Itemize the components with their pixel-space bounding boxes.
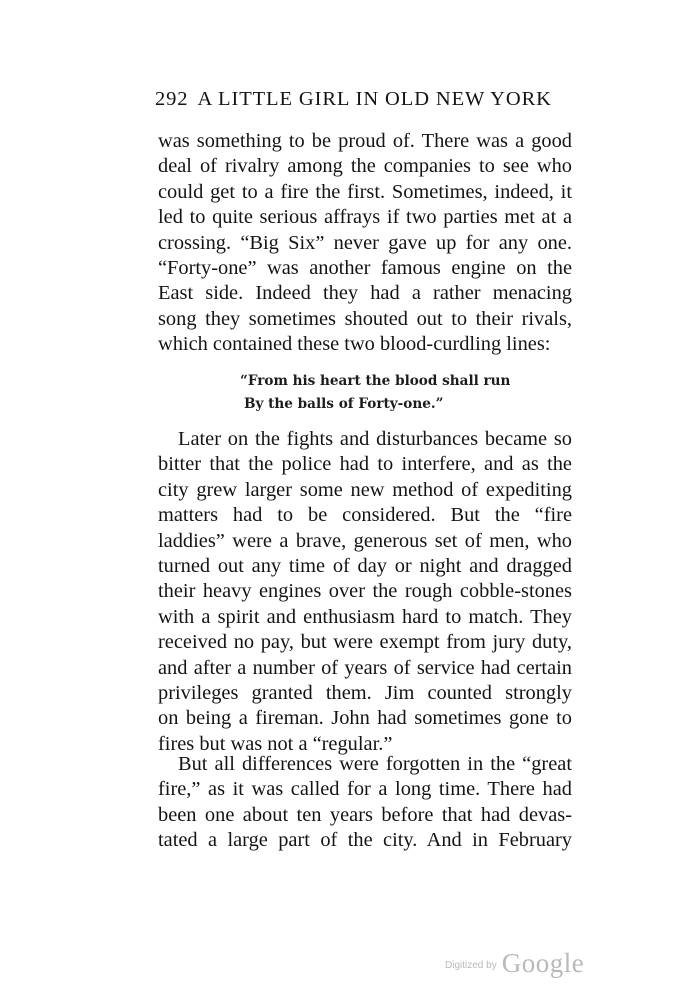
paragraph-3 <box>158 752 572 854</box>
text-line: song they sometimes shouted out to their rivals, <box>158 307 572 330</box>
running-head <box>155 88 575 111</box>
text-line: tated a large part of the city. And in February <box>158 829 572 852</box>
text-line: received no pay, but were exempt from jury duty, <box>158 631 572 654</box>
paragraph-2 <box>158 427 572 757</box>
paragraph-1 <box>158 129 572 358</box>
text-line: matters had to be considered. But the “fire <box>158 504 572 527</box>
text-line: city grew larger some new method of expediting <box>158 478 572 501</box>
text-line: with a spirit and enthusiasm hard to match. They <box>158 605 572 628</box>
running-title: A LITTLE GIRL IN OLD NEW YORK <box>197 88 552 110</box>
text-line: bitter that the police had to interfere, and as the <box>158 453 572 476</box>
text-line: could get to a fire the first. Sometimes, indeed, it <box>158 180 572 203</box>
verse-quote <box>240 370 510 416</box>
text-line: been one about ten years before that had devas- <box>158 803 572 826</box>
text-line: fires but was not a “regular.” <box>158 732 393 755</box>
text-line: Later on the fights and disturbances became so <box>178 428 572 450</box>
verse-line: By the balls of Forty-one.” <box>244 396 444 412</box>
verse-line: “From his heart the blood shall run <box>240 373 511 389</box>
text-line: was something to be proud of. There was a good <box>158 130 572 152</box>
text-line: turned out any time of day or night and dragged <box>158 555 572 578</box>
google-logo: Google <box>501 948 585 978</box>
text-line: privileges granted them. Jim counted strongly <box>158 682 572 705</box>
text-line: deal of rivalry among the companies to see who <box>158 155 572 178</box>
text-line: on being a fireman. John had sometimes gone to <box>158 707 572 730</box>
text-line: East side. Indeed they had a rather menacing <box>158 282 572 305</box>
text-line: and after a number of years of service had certain <box>158 656 572 679</box>
text-line: “Forty-one” was another famous engine on the <box>158 257 572 280</box>
text-line: fire,” as it was called for a long time. There had <box>158 778 572 801</box>
text-line: But all differences were forgotten in the “great <box>178 753 572 775</box>
text-line: crossing. “Big Six” never gave up for any one. <box>158 231 572 254</box>
text-line: laddies” were a brave, generous set of men, who <box>158 529 572 552</box>
text-line: their heavy engines over the rough cobble-stones <box>158 580 572 603</box>
text-line: which contained these two blood-curdling lines: <box>158 333 551 356</box>
page-number: 292 <box>155 88 189 110</box>
text-line: led to quite serious affrays if two parties met at a <box>158 206 572 229</box>
watermark-prefix: Digitized by <box>445 960 497 971</box>
google-watermark <box>445 948 584 979</box>
